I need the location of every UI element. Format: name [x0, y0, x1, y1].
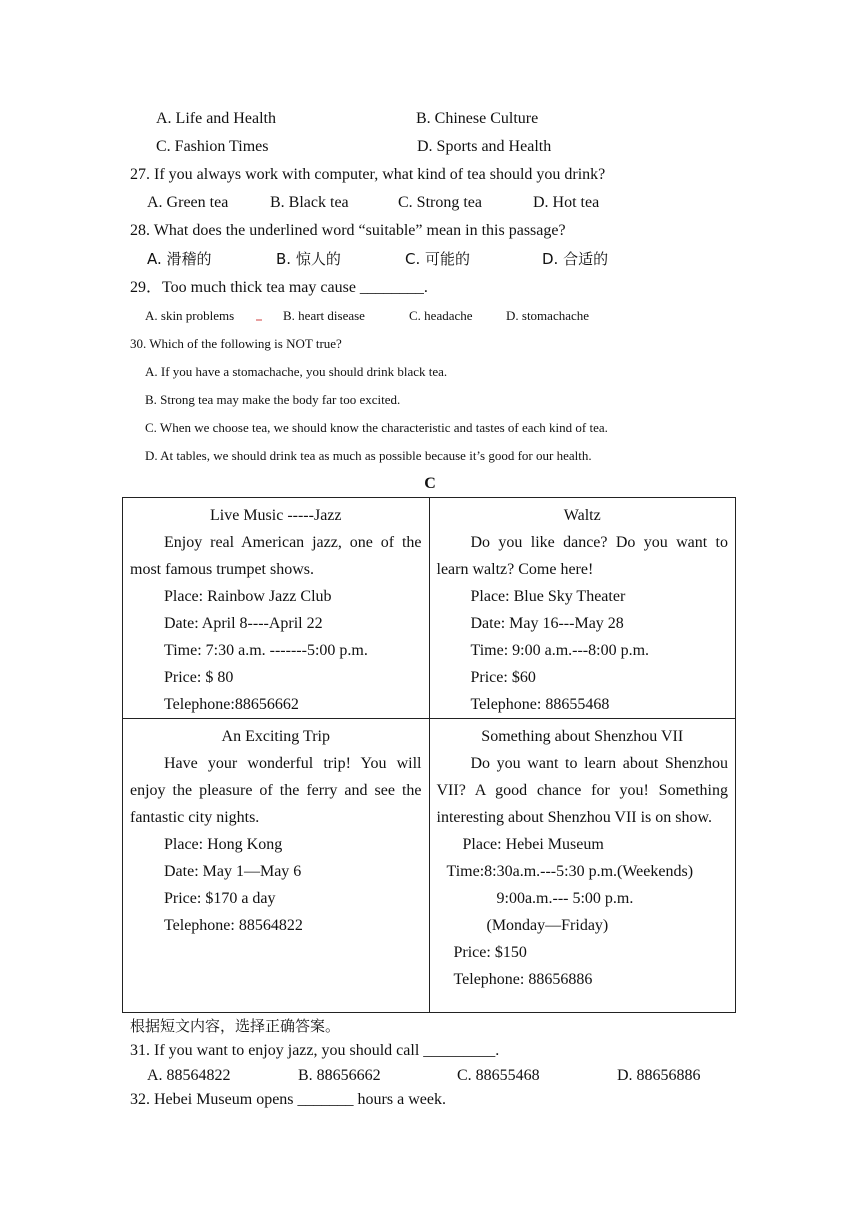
- ad-waltz-desc: Do you like dance? Do you want to learn waltz? Come here!: [436, 534, 728, 578]
- q28-option-d: D. 合适的: [542, 250, 609, 268]
- q31-option-c: C. 88655468: [457, 1067, 540, 1084]
- ad-trip-desc: Have your wonderful trip! You will enjoy the pleasure of the ferry and see the fantastic city nights.: [130, 755, 422, 826]
- ad-shenzhou: [429, 719, 736, 1013]
- ad-trip-date: Date: May 1—May 6: [164, 863, 302, 880]
- ad-shenzhou-place: Place: Hebei Museum: [462, 836, 604, 853]
- q29-option-c: C. headache: [409, 308, 473, 323]
- ad-waltz-time: Time: 9:00 a.m.---8:00 p.m.: [470, 642, 650, 659]
- red-mark: [256, 319, 262, 321]
- section-heading: C: [424, 475, 436, 492]
- ad-jazz-phone: Telephone:88656662: [164, 696, 299, 713]
- ad-waltz-price: Price: $60: [470, 669, 536, 686]
- ad-jazz-desc: Enjoy real American jazz, one of the most famous trumpet shows.: [130, 534, 422, 578]
- q31-option-b: B. 88656662: [298, 1067, 381, 1084]
- ad-shenzhou-time-weekdays: 9:00a.m.--- 5:00 p.m.: [496, 890, 634, 907]
- q30-option-a: A. If you have a stomachache, you should drink black tea.: [145, 364, 448, 379]
- q27-option-c: C. Strong tea: [398, 194, 482, 211]
- q29-option-a: A. skin problems: [145, 308, 235, 323]
- instruction: 根据短文内容，选择正确答案。: [130, 1017, 341, 1035]
- q27-option-a: A. Green tea: [147, 194, 229, 211]
- q27-option-d: D. Hot tea: [533, 194, 600, 211]
- ad-shenzhou-weekdays-label: (Monday—Friday): [486, 917, 609, 934]
- ad-waltz-title: Waltz: [563, 507, 601, 524]
- ad-shenzhou-desc: Do you want to learn about Shenzhou VII? A good chance for you! Something interesting about Shenzhou VII is on show.: [436, 755, 728, 826]
- q26-option-d: D. Sports and Health: [417, 138, 552, 155]
- ad-trip: [123, 719, 430, 1013]
- ad-waltz-date: Date: May 16---May 28: [470, 615, 624, 632]
- ad-jazz-title: Live Music -----Jazz: [210, 507, 342, 524]
- ad-waltz-phone: Telephone: 88655468: [470, 696, 610, 713]
- q28-question: 28. What does the underlined word “suitable” mean in this passage?: [130, 222, 566, 239]
- q30-option-b: B. Strong tea may make the body far too excited.: [145, 392, 401, 407]
- q26-option-a: A. Life and Health: [156, 110, 276, 127]
- q30-question: 30. Which of the following is NOT true?: [130, 336, 342, 351]
- ad-trip-price: Price: $170 a day: [164, 890, 276, 907]
- q31-question: 31. If you want to enjoy jazz, you should call _________.: [130, 1042, 500, 1059]
- q26-option-b: B. Chinese Culture: [416, 110, 539, 127]
- ad-jazz-date: Date: April 8----April 22: [164, 615, 323, 632]
- q31-option-a: A. 88564822: [147, 1067, 231, 1084]
- ad-shenzhou-title: Something about Shenzhou VII: [481, 728, 684, 745]
- ad-waltz-place: Place: Blue Sky Theater: [470, 588, 626, 605]
- q30-option-d: D. At tables, we should drink tea as much as possible because it’s good for our health.: [145, 448, 592, 463]
- q32-question: 32. Hebei Museum opens _______ hours a week.: [130, 1091, 446, 1108]
- ad-jazz: [123, 498, 430, 719]
- q27-question: 27. If you always work with computer, what kind of tea should you drink?: [130, 166, 606, 183]
- ad-jazz-place: Place: Rainbow Jazz Club: [164, 588, 332, 605]
- ad-trip-place: Place: Hong Kong: [164, 836, 283, 853]
- ad-trip-phone: Telephone: 88564822: [164, 917, 303, 934]
- ad-jazz-price: Price: $ 80: [164, 669, 234, 686]
- ad-waltz: [429, 498, 736, 719]
- q29-question: 29．Too much thick tea may cause ________.: [130, 279, 428, 296]
- q28-option-b: B. 惊人的: [276, 250, 341, 268]
- q29-option-b: B. heart disease: [283, 308, 365, 323]
- q30-option-c: C. When we choose tea, we should know the characteristic and tastes of each kind of tea.: [145, 420, 608, 435]
- q31-option-d: D. 88656886: [617, 1067, 701, 1084]
- q28-option-c: C. 可能的: [405, 250, 471, 268]
- ads-table: [122, 497, 736, 1013]
- ad-shenzhou-time-weekends: Time:8:30a.m.---5:30 p.m.(Weekends): [446, 863, 694, 880]
- q28-option-a: A. 滑稽的: [147, 250, 212, 268]
- q29-option-d: D. stomachache: [506, 308, 590, 323]
- ad-shenzhou-phone: Telephone: 88656886: [453, 971, 593, 988]
- ad-jazz-time: Time: 7:30 a.m. -------5:00 p.m.: [164, 642, 368, 659]
- q27-option-b: B. Black tea: [270, 194, 349, 211]
- q26-option-c: C. Fashion Times: [156, 138, 269, 155]
- ad-shenzhou-price: Price: $150: [453, 944, 527, 961]
- ad-trip-title: An Exciting Trip: [221, 728, 330, 745]
